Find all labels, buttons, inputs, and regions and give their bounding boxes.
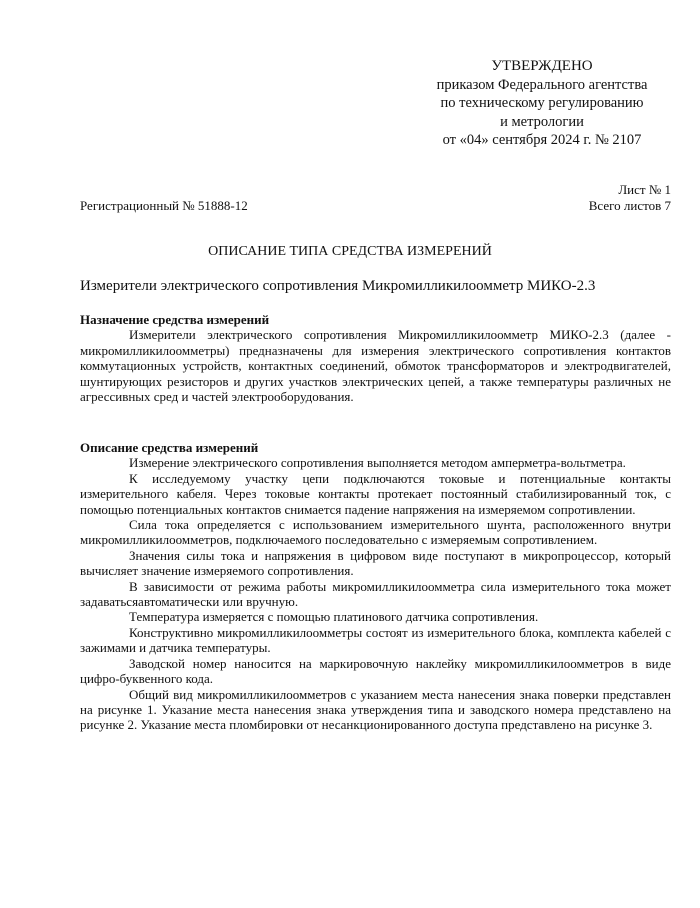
product-name: Измерители электрического сопротивления Микромилликилоомметр МИКО-2.3 (80, 278, 596, 294)
paragraph: Сила тока определяется с использованием измерительного шунта, расположенного внутри микромилликилоомметров, подключаемого последовательно с измеряемым сопротивлением. (80, 517, 671, 548)
sheet-number: Лист № 1 (618, 182, 671, 197)
paragraph: Измерители электрического сопротивления Микромилликилоомметр МИКО-2.3 (далее - микромилликилоомметры) предназначены для измерения электрического сопротивления контактов коммутационных устройств, контактных соединений, обмоток трансформаторов и электродвигателей, шунтирующих резисторов и других участков электрических цепей, а также температуры различных не агрессивных сред и частей электрооборудования. (80, 327, 671, 405)
paragraph: Значения силы тока и напряжения в цифровом виде поступают в микропроцессор, который вычисляет значение измеряемого сопротивления. (80, 547, 671, 579)
approval-line: приказом Федерального агентства (436, 76, 648, 93)
total-sheets: Всего листов 7 (588, 198, 671, 213)
paragraph: Измерение электрического сопротивления выполняется методом амперметра-вольтметра. (129, 455, 626, 471)
approval-line: и метрологии (500, 113, 584, 130)
paragraph: Общий вид микромилликилоомметров с указанием места нанесения знака поверки представлен на рисунке 1. Указание места нанесения знака утверждения типа и заводского номера представлено на рисунке 2. Указание места пломбировки от несанкционированного доступа представлено на рисунке 3. (80, 686, 671, 733)
approval-line: по техническому регулированию (440, 95, 644, 111)
approval-heading: УТВЕРЖДЕНО (491, 58, 593, 74)
document-title: ОПИСАНИЕ ТИПА СРЕДСТВА ИЗМЕРЕНИЙ (208, 244, 492, 259)
paragraph: Конструктивно микромилликилоомметры состоят из измерительного блока, комплекта кабелей с зажимами и датчика температуры. (80, 624, 671, 656)
approval-date: от «04» сентября 2024 г. № 2107 (442, 132, 642, 148)
registration-row (80, 198, 671, 214)
registration-number: Регистрационный № 51888-12 (80, 198, 248, 213)
section-heading: Описание средства измерений (80, 440, 259, 455)
paragraph: К исследуемому участку цепи подключаются токовые и потенциальные контакты измерительного кабеля. Через токовые контакты протекает постоянный стабилизированный ток, с помощью потенциальных контактов снимается падение напряжения на измеряемом сопротивлении. (80, 470, 671, 517)
approval-block (400, 57, 684, 150)
purpose-section (80, 312, 671, 404)
section-heading: Назначение средства измерений (80, 312, 270, 327)
description-section (80, 440, 671, 733)
paragraph: В зависимости от режима работы микромилликилоомметра сила измерительного тока может задаватьсяавтоматически или вручную. (80, 578, 671, 610)
paragraph: Заводской номер наносится на маркировочную наклейку микромилликилоомметров в виде цифро-буквенного кода. (80, 655, 671, 687)
paragraph: Температура измеряется с помощью платинового датчика сопротивления. (129, 609, 539, 625)
